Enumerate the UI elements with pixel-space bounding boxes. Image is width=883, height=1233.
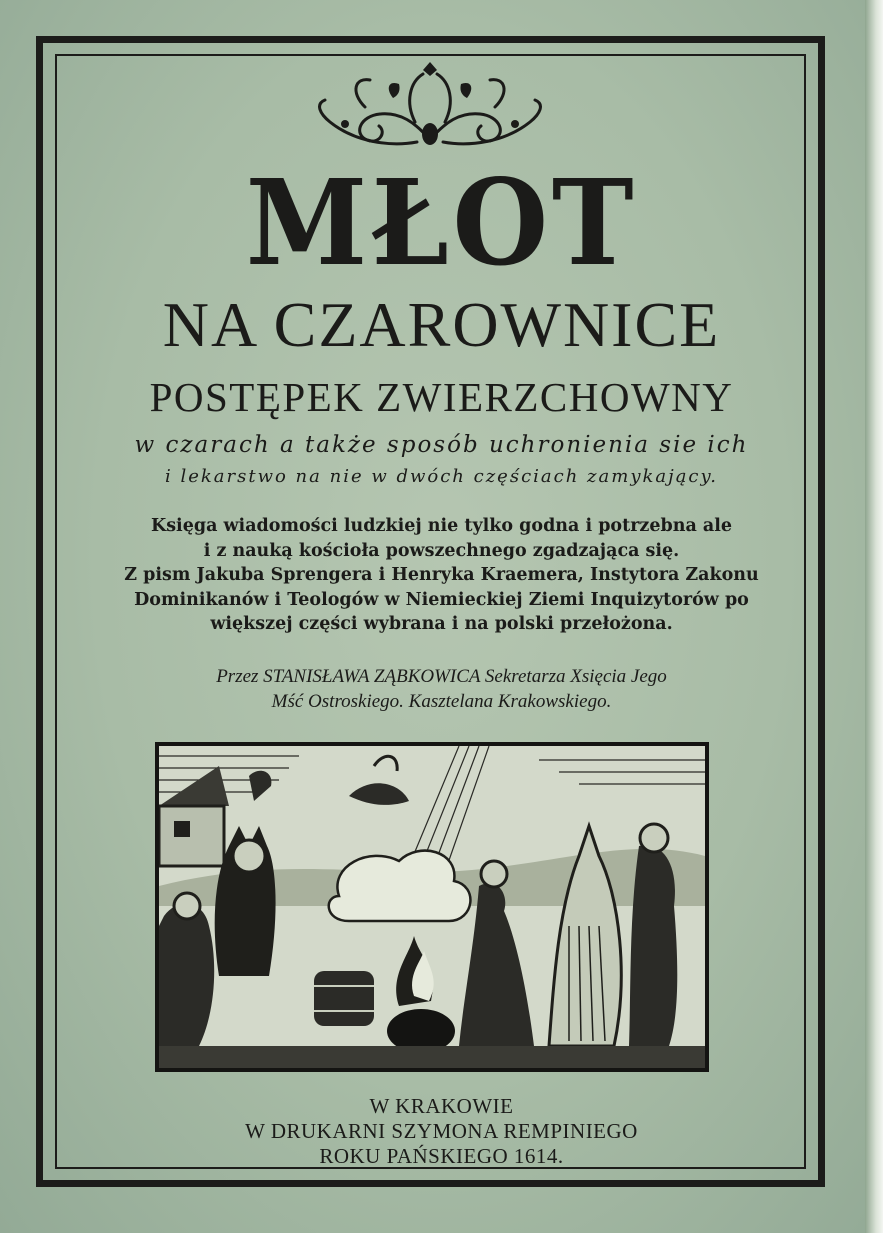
book-title: MŁOT xyxy=(245,153,638,292)
description-line: Księga wiadomości ludzkiej nie tylko godna i potrzebna ale xyxy=(150,516,732,536)
woodcut-illustration xyxy=(155,742,709,1072)
woodcut-witches-sabbath-icon xyxy=(159,746,705,1068)
description-line: i z nauką kościoła powszechnego zgadzająca się. xyxy=(203,540,680,561)
description-line: Dominikanów i Teologów w Niemieckiej Ziemi Inquizytorów po xyxy=(134,589,749,610)
imprint-block xyxy=(0,1094,883,1169)
description-line: Z pism Jakuba Sprengera i Henryka Kraemera, Instytora Zakonu xyxy=(124,565,759,585)
author-line: Przez STANISŁAWA ZĄBKOWICA Sekretarza Xsięcia Jego xyxy=(216,666,667,687)
author-block xyxy=(0,664,883,714)
description-line: większej części wybrana i na polski przełożona. xyxy=(210,614,673,634)
page-edge xyxy=(865,0,883,1233)
italic-tagline-1: w czarach a także sposób uchronienia sie ich xyxy=(134,432,749,458)
italic-tagline-2: i lekarstwo na nie w dwóch częściach zamykający. xyxy=(164,466,719,487)
book-subtitle-secondary: POSTĘPEK ZWIERZCHOWNY xyxy=(149,374,734,420)
imprint-line: ROKU PAŃSKIEGO 1614. xyxy=(319,1144,564,1168)
author-line: Mść Ostroskiego. Kasztelana Krakowskiego. xyxy=(271,691,612,712)
imprint-line: W KRAKOWIE xyxy=(369,1094,514,1118)
description-block xyxy=(60,514,823,637)
flourish-ornament-icon xyxy=(305,62,555,152)
book-subtitle: NA CZARO‌WNICE xyxy=(162,289,721,360)
imprint-line: W DRUKARNI SZYMONA REMPINIEGO xyxy=(245,1119,638,1143)
